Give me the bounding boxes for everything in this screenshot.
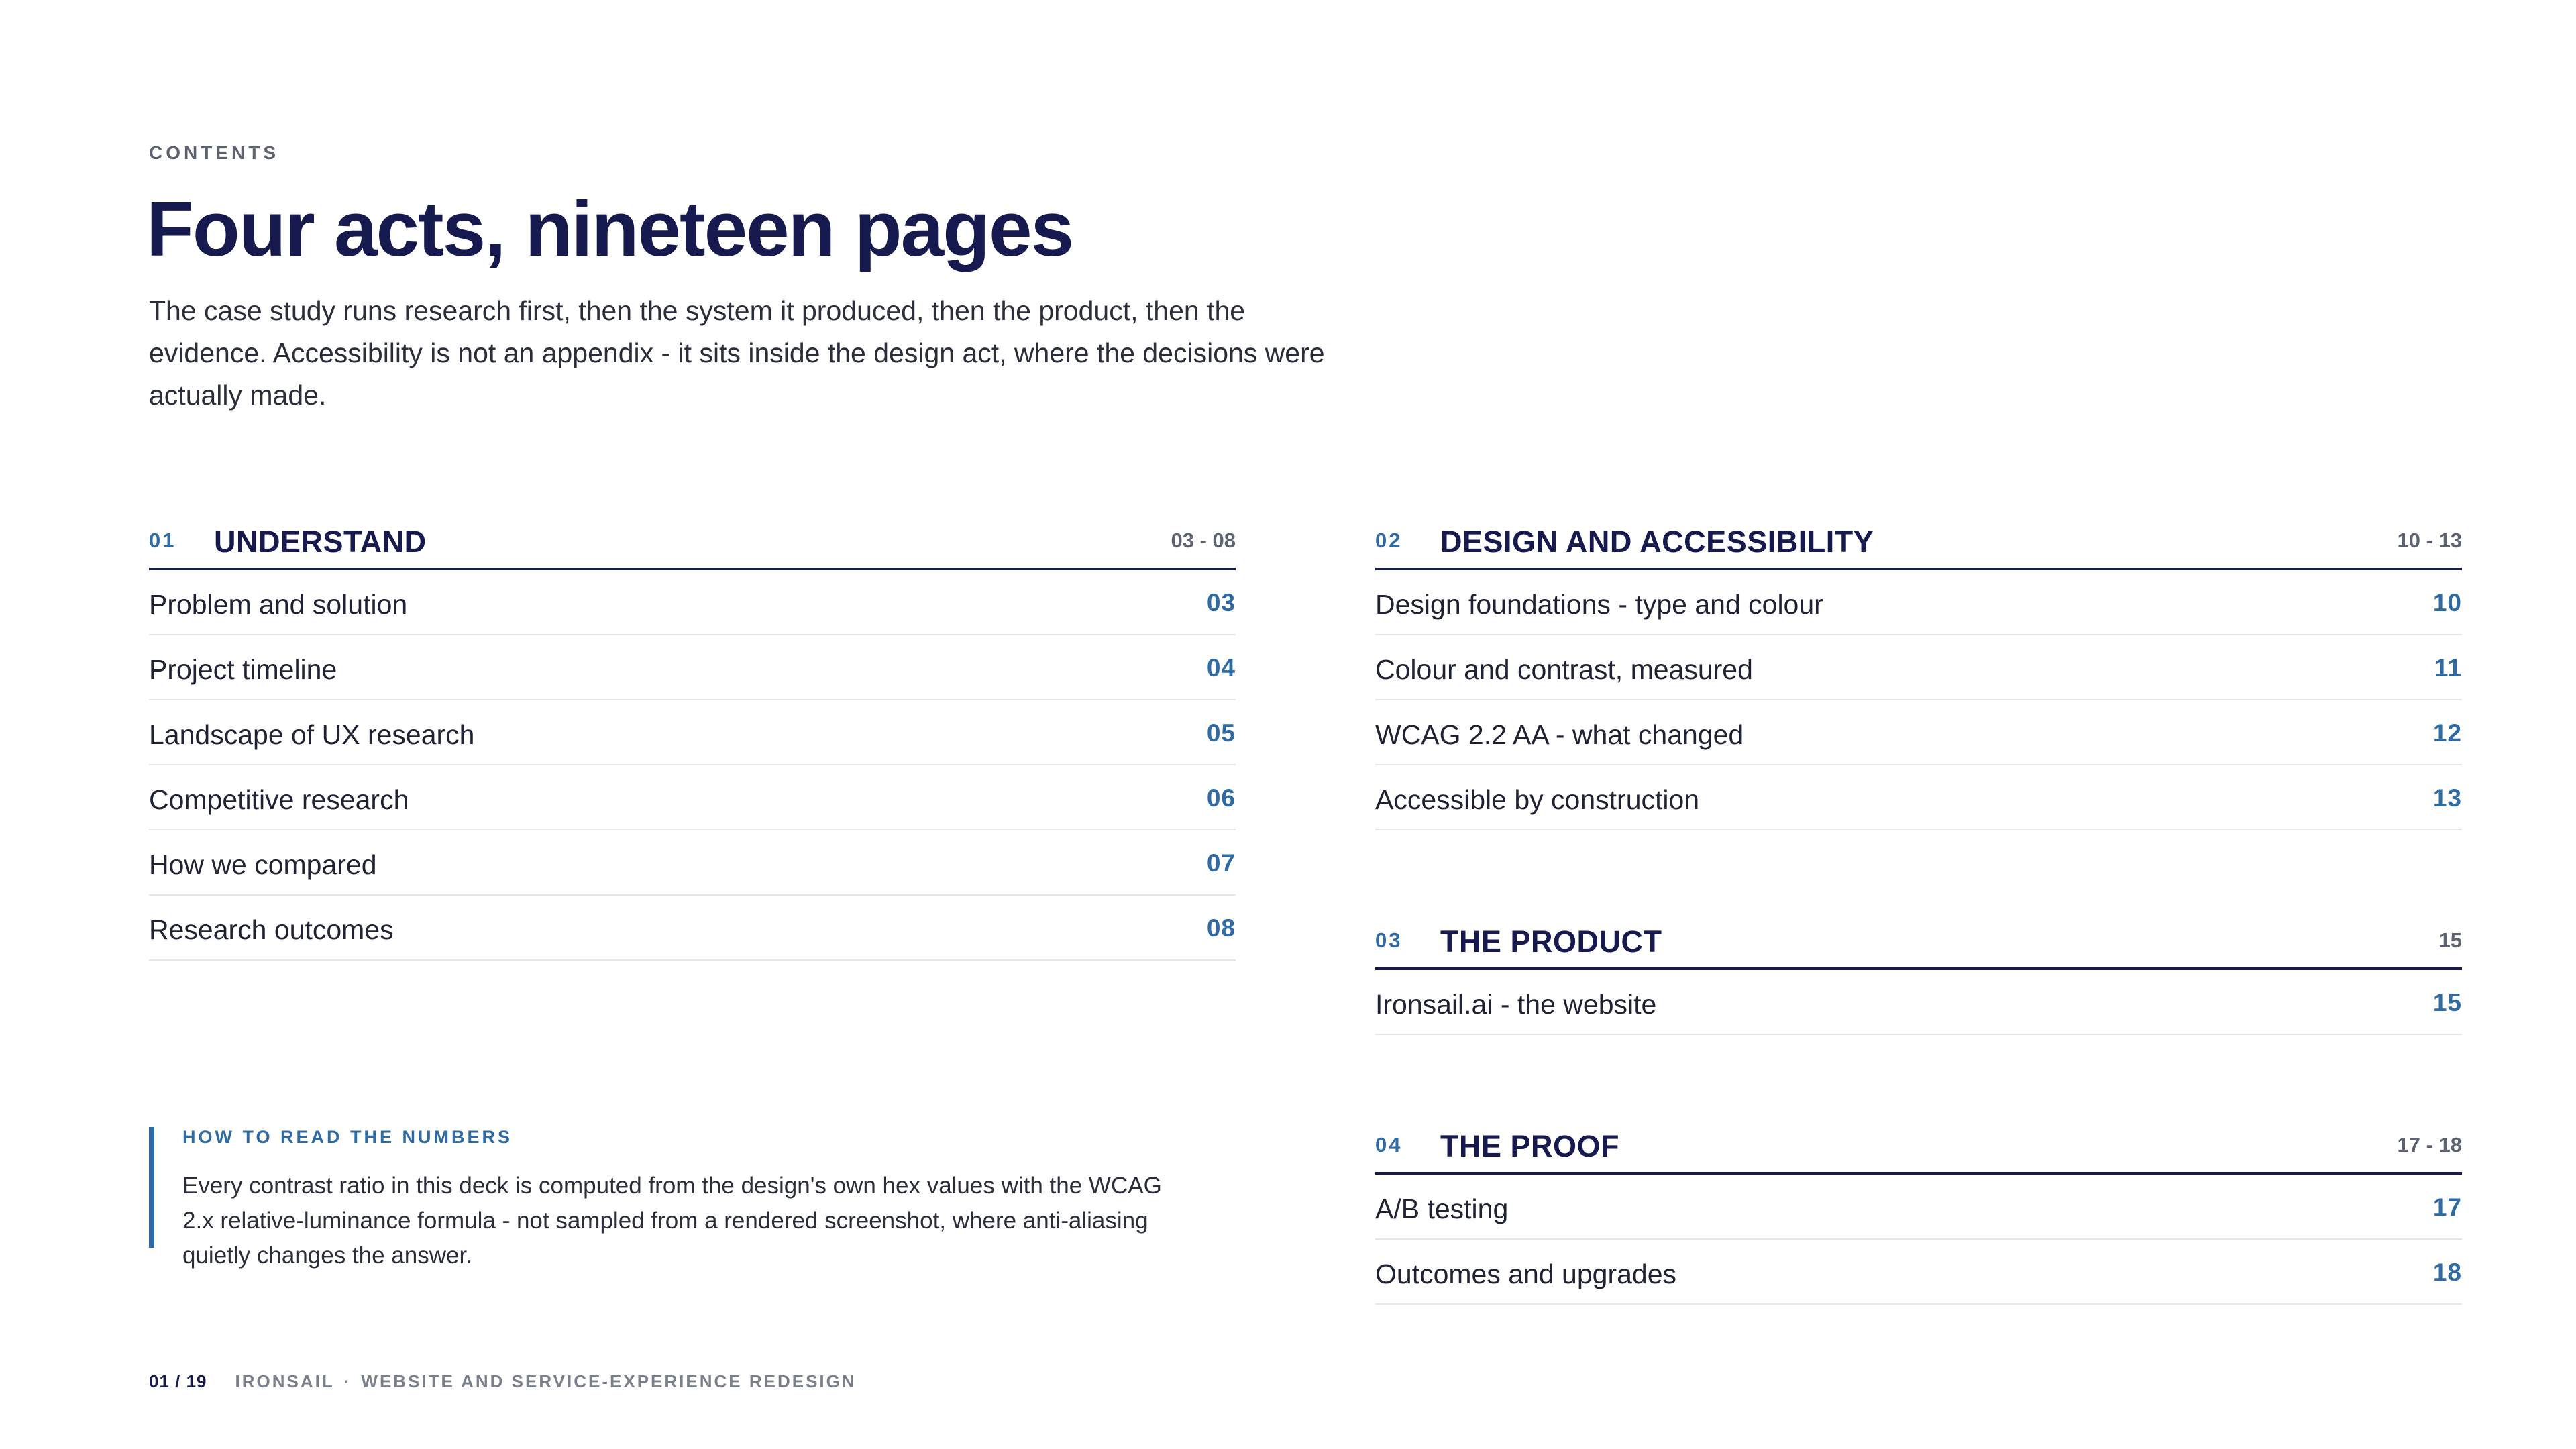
toc-item-label: A/B testing bbox=[1375, 1193, 1509, 1224]
section-design-and-accessibility bbox=[1375, 515, 2462, 830]
section-number: 03 bbox=[1375, 928, 1403, 952]
toc-item[interactable] bbox=[1375, 1240, 2462, 1305]
footer-separator: · bbox=[343, 1371, 352, 1391]
toc-item-page: 08 bbox=[1206, 914, 1236, 942]
toc-item[interactable] bbox=[149, 830, 1236, 896]
toc-item-page: 13 bbox=[2432, 784, 2462, 812]
section-header bbox=[1375, 1120, 2462, 1175]
reading-note-callout bbox=[149, 1127, 1187, 1269]
toc-item-label: Design foundations - type and colour bbox=[1375, 589, 1823, 620]
toc-item-page: 05 bbox=[1206, 719, 1236, 747]
section-page-range: 10 - 13 bbox=[2397, 529, 2462, 552]
section-header bbox=[149, 515, 1236, 570]
toc-item[interactable] bbox=[1375, 765, 2462, 830]
section-title: UNDERSTAND bbox=[214, 525, 427, 559]
footer-brand: IRONSAIL bbox=[235, 1371, 335, 1391]
section-the-proof bbox=[1375, 1120, 2462, 1305]
toc-item-page: 11 bbox=[2434, 654, 2462, 682]
toc-item[interactable] bbox=[1375, 1175, 2462, 1240]
section-title: THE PRODUCT bbox=[1440, 924, 1662, 959]
note-title: HOW TO READ THE NUMBERS bbox=[182, 1127, 513, 1147]
toc-item-page: 18 bbox=[2432, 1258, 2462, 1286]
toc-item[interactable] bbox=[1375, 700, 2462, 765]
section-title: DESIGN AND ACCESSIBILITY bbox=[1440, 525, 1874, 559]
toc-item-label: Project timeline bbox=[149, 654, 337, 685]
section-page-range: 03 - 08 bbox=[1171, 529, 1236, 552]
toc-item-page: 17 bbox=[2432, 1193, 2462, 1221]
toc-item-page: 03 bbox=[1206, 589, 1236, 616]
toc-item-label: WCAG 2.2 AA - what changed bbox=[1375, 719, 1744, 750]
contents-eyebrow: CONTENTS bbox=[149, 142, 279, 163]
toc-item-page: 07 bbox=[1206, 849, 1236, 877]
page-indicator: 01 / 19 bbox=[149, 1371, 207, 1391]
toc-item-page: 15 bbox=[2432, 989, 2462, 1016]
toc-item-page: 12 bbox=[2432, 719, 2462, 747]
footer-subtitle: WEBSITE AND SERVICE-EXPERIENCE REDESIGN bbox=[361, 1371, 857, 1391]
intro-paragraph: The case study runs research first, then the system it produced, then the product, then the evidence. Accessibility is not an appendix - it sits inside the design act, where the decisions were actually made. bbox=[149, 295, 1325, 411]
toc-item-label: Competitive research bbox=[149, 784, 409, 815]
toc-item-label: Landscape of UX research bbox=[149, 719, 475, 750]
section-page-range: 15 bbox=[2438, 928, 2462, 952]
section-number: 01 bbox=[149, 529, 176, 552]
toc-item-label: Problem and solution bbox=[149, 589, 408, 620]
toc-item-page: 06 bbox=[1206, 784, 1236, 812]
toc-item-label: Research outcomes bbox=[149, 914, 394, 945]
section-header bbox=[1375, 915, 2462, 970]
toc-item-page: 10 bbox=[2432, 589, 2462, 616]
note-body: Every contrast ratio in this deck is computed from the design's own hex values with the WCAG 2.x relative-luminance formula - not sampled from a rendered screenshot, where anti-aliasing quietly changes the answer. bbox=[182, 1173, 1162, 1269]
section-understand bbox=[149, 515, 1236, 961]
toc-item-label: Ironsail.ai - the website bbox=[1375, 989, 1657, 1020]
toc-item-label: Outcomes and upgrades bbox=[1375, 1258, 1676, 1289]
section-header bbox=[1375, 515, 2462, 570]
toc-item[interactable] bbox=[1375, 570, 2462, 635]
toc-item[interactable] bbox=[149, 700, 1236, 765]
toc-item-label: Accessible by construction bbox=[1375, 784, 1700, 815]
toc-item[interactable] bbox=[149, 570, 1236, 635]
toc-item-label: Colour and contrast, measured bbox=[1375, 654, 1753, 685]
toc-item[interactable] bbox=[149, 765, 1236, 830]
section-page-range: 17 - 18 bbox=[2397, 1133, 2462, 1157]
section-title: THE PROOF bbox=[1440, 1129, 1620, 1163]
toc-item[interactable] bbox=[149, 635, 1236, 700]
section-number: 02 bbox=[1375, 529, 1403, 552]
toc-item[interactable] bbox=[1375, 635, 2462, 700]
page-title: Four acts, nineteen pages bbox=[146, 185, 1073, 272]
section-number: 04 bbox=[1375, 1133, 1403, 1157]
section-the-product bbox=[1375, 915, 2462, 1035]
toc-item-page: 04 bbox=[1206, 654, 1236, 682]
toc-item-label: How we compared bbox=[149, 849, 377, 880]
toc-item[interactable] bbox=[149, 896, 1236, 961]
page-footer bbox=[149, 1371, 857, 1392]
toc-item[interactable] bbox=[1375, 970, 2462, 1035]
